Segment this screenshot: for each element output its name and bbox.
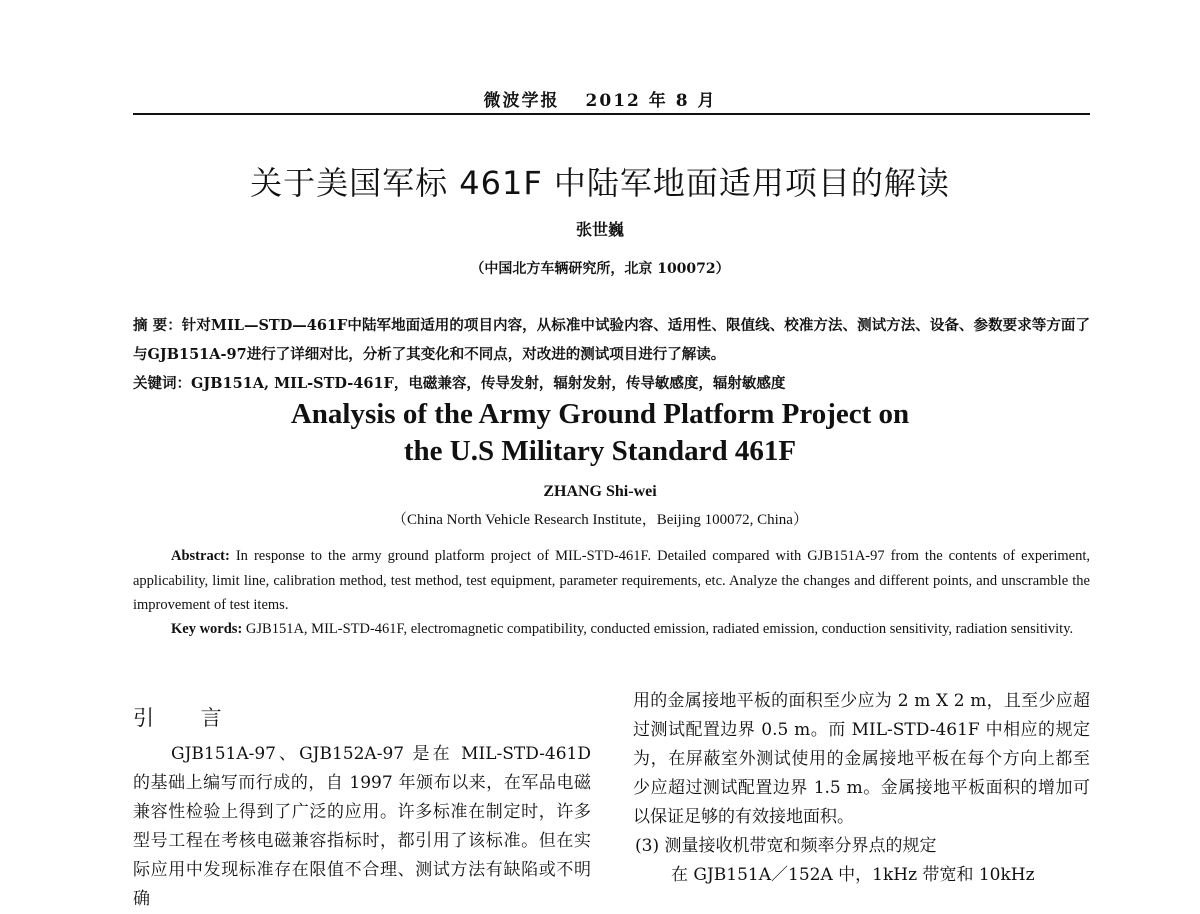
affiliation-en: （China North Vehicle Research Institute，Beijing 100072, China） bbox=[392, 512, 808, 528]
subsection-heading-3: (3) 测量接收机带宽和频率分界点的规定 bbox=[635, 836, 937, 856]
author-zh: 张世巍 bbox=[575, 220, 624, 239]
right-column bbox=[633, 687, 1090, 890]
intro-paragraph: GJB151A-97、GJB152A-97 是在 MIL-STD-461D 的基础上编写而行成的，自 1997 年颁布以来，在军品电磁兼容性检验上得到了广泛的应用。许多标准在制定时，许多型号工程在考核电磁兼容指标时，都引用了该标准。但在实际应用中发现标准存在限值不合理、测试方法有缺陷或不明确 bbox=[133, 744, 591, 909]
keywords-en-text: GJB151A, MIL-STD-461F, electromagnetic compatibility, conducted emission, radiated emission, conduction sensitivity, radiation sensitivity. bbox=[242, 621, 1074, 637]
abstract-en-text: In response to the army ground platform project of MIL-STD-461F. Detailed compared with GJB151A-97 from the contents of experiment, applicability, limit line, calibration method, test method, test equipment, parameter requirements, etc. Analyze the changes and different points, and unscramble the improvement of test items. bbox=[133, 548, 1090, 613]
header-rule bbox=[133, 113, 1090, 115]
keywords-en-label: Key words: bbox=[171, 621, 243, 637]
author-en: ZHANG Shi-wei bbox=[543, 483, 657, 500]
journal-name: 微波学报 bbox=[483, 91, 560, 111]
keywords-zh bbox=[133, 372, 1090, 393]
affiliation-zh: （中国北方车辆研究所，北京 100072） bbox=[470, 261, 730, 277]
right-paragraph-2: 在 GJB151A／152A 中，1kHz 带宽和 10kHz bbox=[671, 865, 1035, 885]
abstract-zh-label: 摘 要： bbox=[133, 317, 182, 334]
paper-title-en bbox=[0, 396, 1200, 470]
keywords-zh-text: GJB151A, MIL-STD-461F，电磁兼容，传导发射，辐射发射，传导敏感度，辐射敏感度 bbox=[191, 375, 786, 392]
running-header bbox=[0, 86, 1200, 111]
issue-date: 2012 年 8 月 bbox=[585, 91, 717, 111]
abstract-en bbox=[133, 544, 1090, 618]
paper-title-en-line2: the U.S Military Standard 461F bbox=[403, 435, 797, 467]
paper-title-zh: 关于美国军标 461F 中陆军地面适用项目的解读 bbox=[250, 164, 950, 202]
abstract-zh bbox=[133, 311, 1090, 369]
abstract-zh-text: 针对MIL—STD—461F中陆军地面适用的项目内容，从标准中试验内容、适用性、限值线、校准方法、测试方法、设备、参数要求等方面了与GJB151A-97进行了详细对比，分析了其变化和不同点，对改进的测试项目进行了解读。 bbox=[133, 317, 1090, 363]
keywords-zh-label: 关键词： bbox=[133, 375, 191, 392]
paper-title-en-line1: Analysis of the Army Ground Platform Project on bbox=[290, 398, 910, 430]
section-heading-intro: 引 言 bbox=[133, 706, 242, 730]
right-paragraph-1: 用的金属接地平板的面积至少应为 2 m X 2 m，且至少应超过测试配置边界 0.5 m。而 MIL-STD-461F 中相应的规定为，在屏蔽室外测试使用的金属接地平板在每个方向上都至少应超过测试配置边界 1.5 m。金属接地平板面积的增加可以保证足够的有效接地面积。 bbox=[633, 691, 1090, 827]
keywords-en bbox=[133, 617, 1090, 642]
abstract-en-label: Abstract: bbox=[171, 548, 230, 564]
